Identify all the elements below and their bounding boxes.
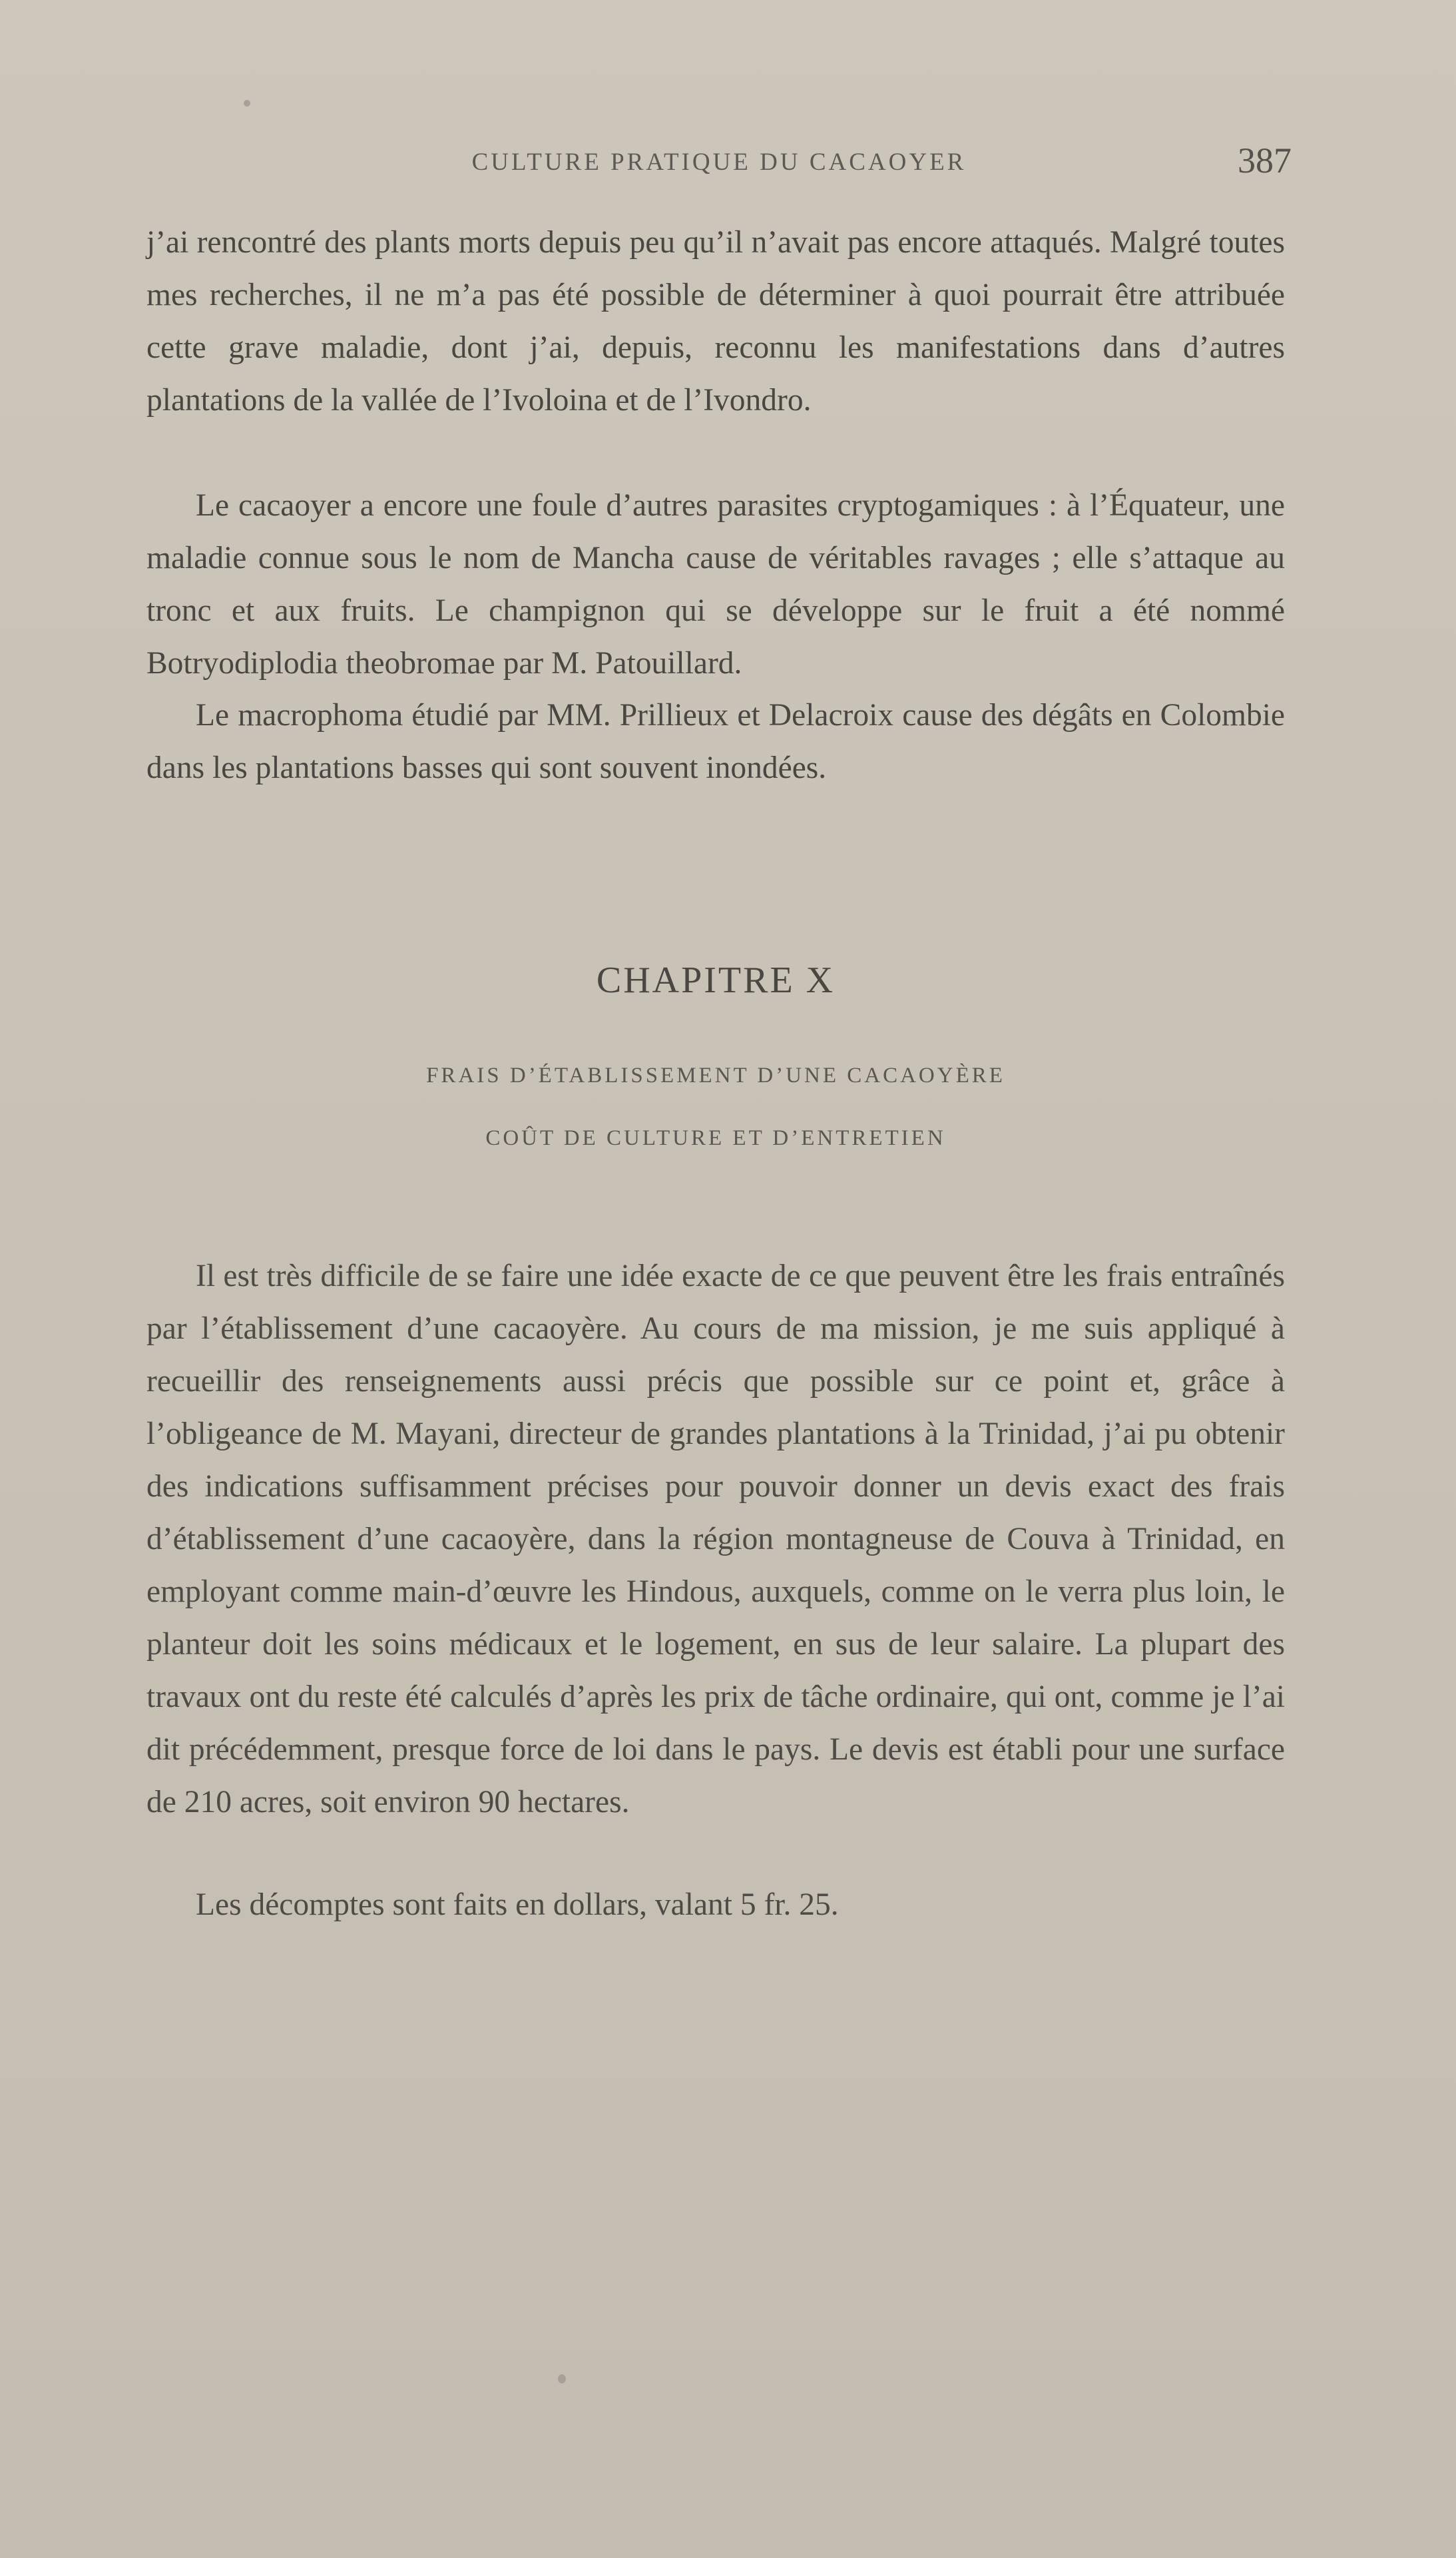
chapter-subtitle-cout: COÛT DE CULTURE ET D’ENTRETIEN	[485, 1126, 946, 1150]
running-title: CULTURE PRATIQUE DU CACAOYER	[471, 149, 967, 176]
running-head	[146, 140, 1292, 186]
paper-speck	[244, 100, 250, 107]
paragraph-frais-etablissement: Il est très difficile de se faire une idée exacte de ce que peuvent être les frais entraînés par l’établissement d’une cacaoyère. Au cours de ma mission, je me suis appliqué à recueillir des renseignements aussi précis que possible sur ce point et, grâce à l’obligeance de M. Mayani, directeur de grandes plantations à la Trinidad, j’ai pu obtenir des indications suffisamment précises pour pouvoir donner un devis exact des frais d’établissement d’une cacaoyère, dans la région montagneuse de Couva à Trinidad, en employant comme main-d’œuvre les Hindous, auxquels, comme on le verra plus loin, le planteur doit les soins médicaux et le logement, en sus de leur salaire. La plupart des travaux ont du reste été calculés d’après les prix de tâche ordinaire, qui ont, comme je l’ai dit précédemment, presque force de loi dans le pays. Le devis est établi pour une surface de 210 acres, soit environ 90 hectares.	[146, 1259, 1285, 1819]
page-number: 387	[1238, 141, 1292, 180]
paragraph-parasites: Le cacaoyer a encore une foule d’autres parasites cryptogamiques : à l’Équateur, une maladie connue sous le nom de Mancha cause de véritables ravages ; elle s’attaque au tronc et aux fruits. Le champignon qui se développe sur le fruit a été nommé Botryodiplodia theobromae par M. Patouillard.	[146, 488, 1285, 681]
chapter-title: CHAPITRE X	[596, 960, 836, 1001]
chapter-subtitle-frais: FRAIS D’ÉTABLISSEMENT D’UNE CACAOYÈRE	[426, 1064, 1005, 1088]
paper-speck	[558, 2374, 566, 2384]
paragraph-decomptes: Les décomptes sont faits en dollars, valant 5 fr. 25.	[196, 1887, 839, 1922]
paragraph-macrophoma: Le macrophoma étudié par MM. Prillieux et Delacroix cause des dégâts en Colombie dans les plantations basses qui sont souvent inondées.	[146, 698, 1285, 785]
paragraph-maladie-continuation: j’ai rencontré des plants morts depuis peu qu’il n’avait pas encore attaqués. Malgré toutes mes recherches, il ne m’a pas été possible de déterminer à quoi pourrait être attribuée cette grave maladie, dont j’ai, depuis, reconnu les manifestations dans d’autres plantations de la vallée de l’Ivoloina et de l’Ivondro.	[146, 225, 1285, 418]
